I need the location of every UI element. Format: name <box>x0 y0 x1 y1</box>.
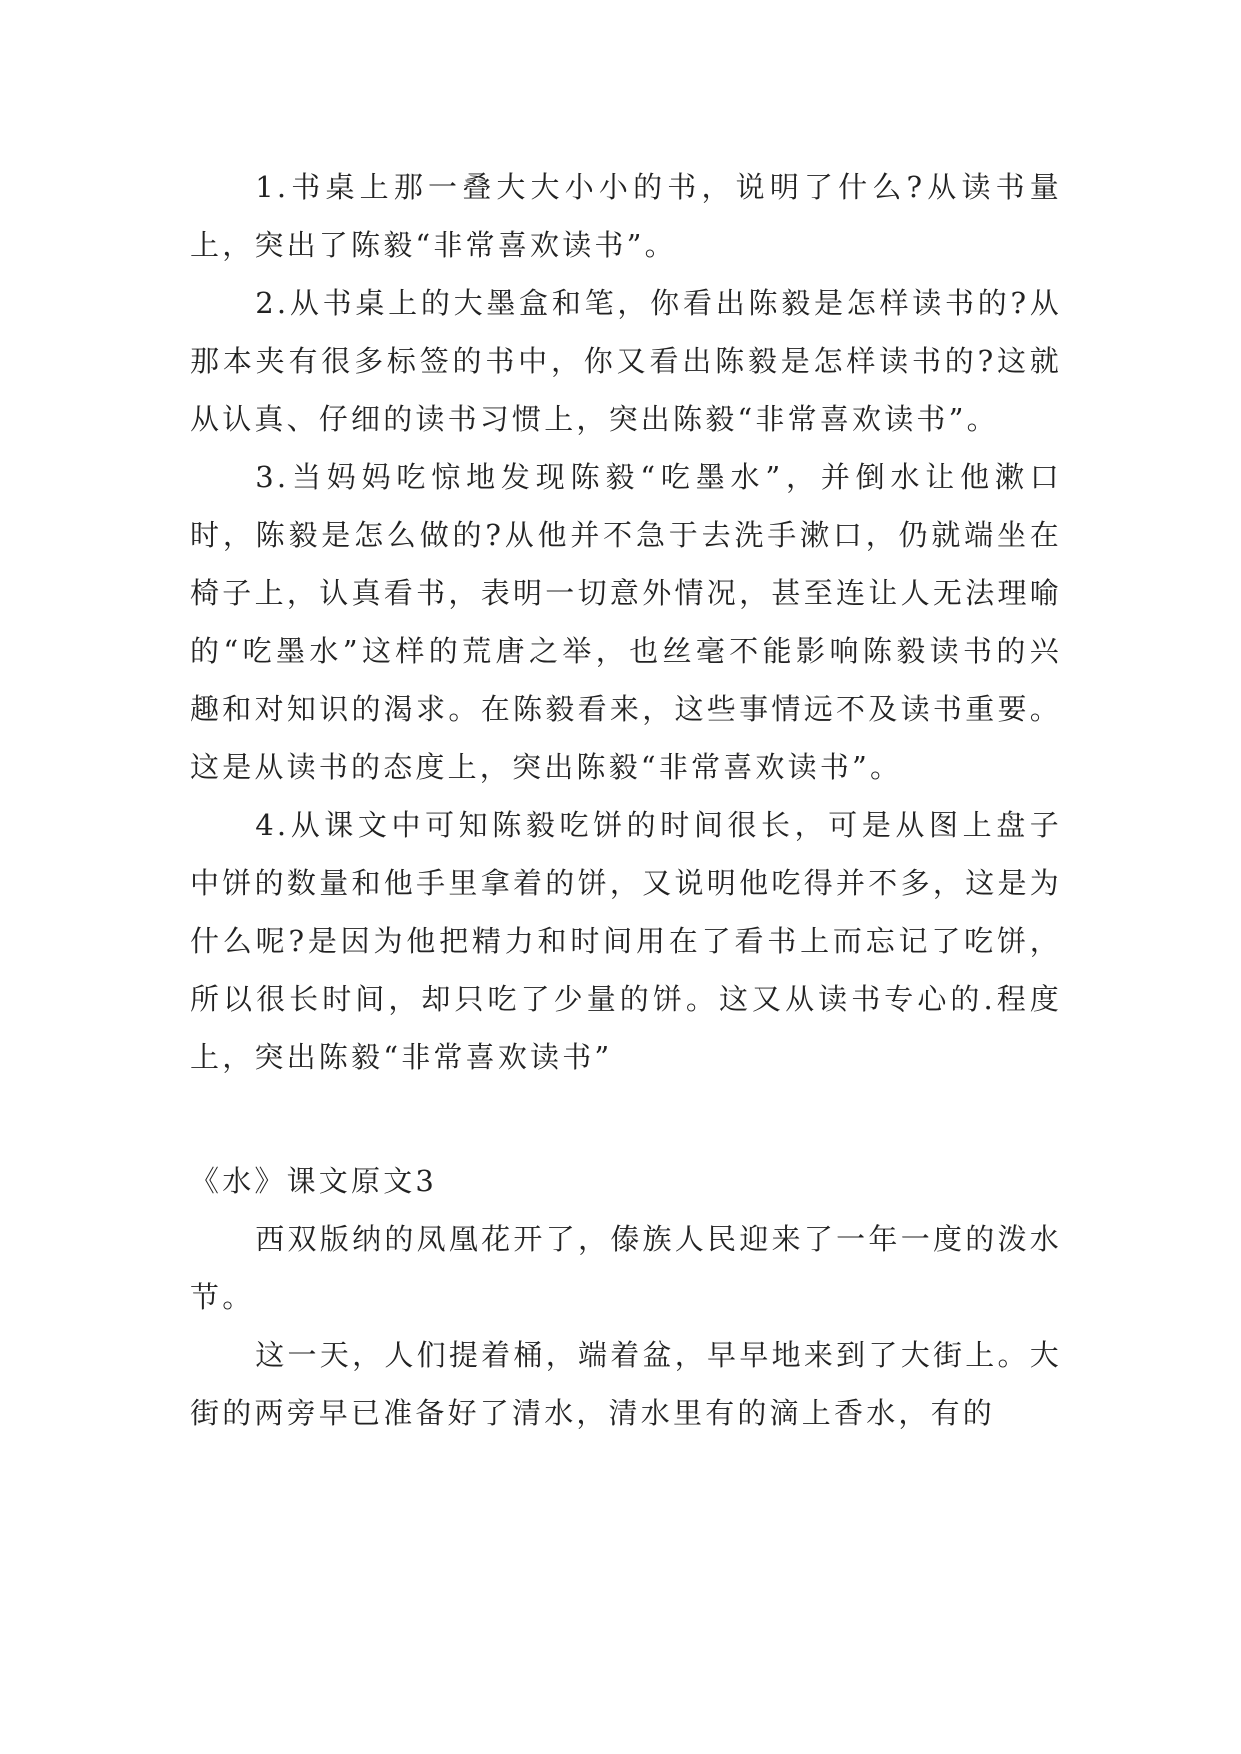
paragraph-3: 3.当妈妈吃惊地发现陈毅“吃墨水”，并倒水让他漱口时，陈毅是怎么做的?从他并不急于去洗手漱口，仍就端坐在椅子上，认真看书，表明一切意外情况，甚至连让人无法理喻的“吃墨水”这样的荒唐之举，也丝毫不能影响陈毅读书的兴趣和对知识的渴求。在陈毅看来，这些事情远不及读书重要。 这是从读书的态度上，突出陈毅“非常喜欢读书”。 <box>190 460 1062 784</box>
paragraph-6: 这一天，人们提着桶，端着盆，早早地来到了大街上。大街的两旁早已准备好了清水，清水里有的滴上香水，有的 <box>190 1338 1062 1430</box>
section-heading: 《水》课文原文3 <box>190 1164 438 1198</box>
document-body <box>190 158 1062 1442</box>
paragraph-5: 西双版纳的凤凰花开了，傣族人民迎来了一年一度的泼水节。 <box>190 1222 1062 1314</box>
paragraph-4: 4.从课文中可知陈毅吃饼的时间很长，可是从图上盘子中饼的数量和他手里拿着的饼，又说明他吃得并不多，这是为什么呢?是因为他把精力和时间用在了看书上而忘记了吃饼，所以很长时间，却只吃了少量的饼。这又从读书专心的.程度上，突出陈毅“非常喜欢读书” <box>190 808 1062 1074</box>
paragraph-1: 1.书桌上那一叠大大小小的书，说明了什么?从读书量上，突出了陈毅“非常喜欢读书”。 <box>190 170 1062 262</box>
paragraph-2: 2.从书桌上的大墨盒和笔，你看出陈毅是怎样读书的?从那本夹有很多标签的书中，你又看出陈毅是怎样读书的?这就从认真、仔细的读书习惯上，突出陈毅“非常喜欢读书”。 <box>190 286 1062 436</box>
